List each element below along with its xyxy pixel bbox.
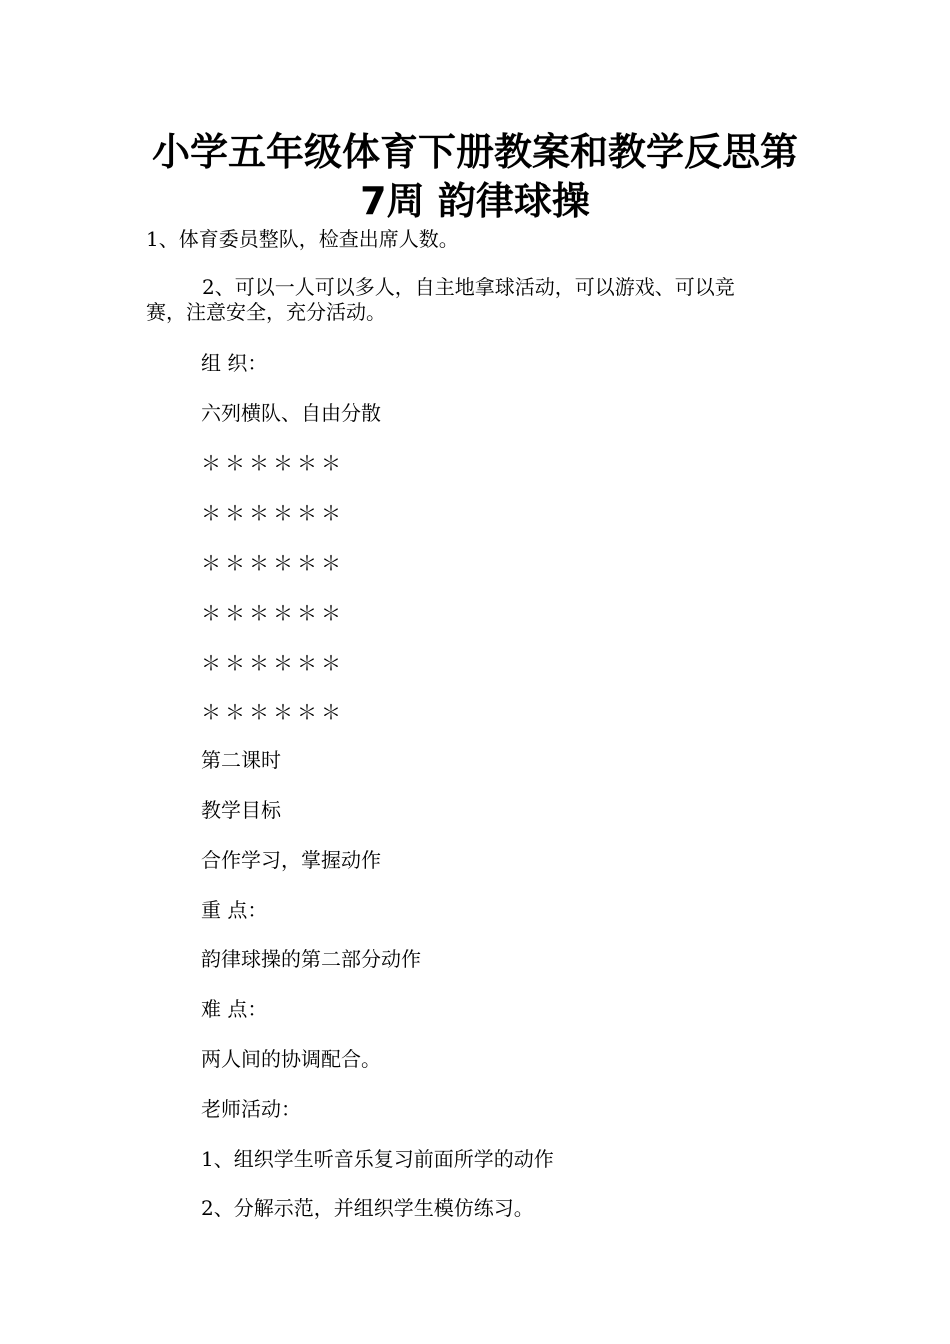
formation-row: ＊＊＊＊＊＊ bbox=[201, 501, 345, 525]
objective-text: 合作学习，掌握动作 bbox=[201, 848, 381, 872]
key-point-label: 重 点： bbox=[201, 898, 268, 922]
difficulty-text: 两人间的协调配合。 bbox=[201, 1047, 381, 1071]
formation-row: ＊＊＊＊＊＊ bbox=[201, 451, 345, 475]
formation-row: ＊＊＊＊＊＊ bbox=[201, 551, 345, 575]
key-point-text: 韵律球操的第二部分动作 bbox=[201, 947, 421, 971]
formation-row: ＊＊＊＊＊＊ bbox=[201, 601, 345, 625]
organization-label: 组 织： bbox=[201, 351, 268, 375]
item-2-line-1: 2、可以一人可以多人，自主地拿球活动，可以游戏、可以竞 bbox=[202, 275, 735, 299]
item-2-line-2: 赛，注意安全，充分活动。 bbox=[146, 300, 386, 324]
teacher-activity-label: 老师活动： bbox=[201, 1097, 301, 1121]
item-2-paragraph bbox=[146, 275, 806, 325]
objective-label: 教学目标 bbox=[201, 798, 281, 822]
teacher-step-1: 1、组织学生听音乐复习前面所学的动作 bbox=[201, 1147, 554, 1171]
formation-text: 六列横队、自由分散 bbox=[201, 401, 381, 425]
formation-row: ＊＊＊＊＊＊ bbox=[201, 700, 345, 724]
document-title-line-1: 小学五年级体育下册教案和教学反思第 bbox=[151, 130, 798, 174]
difficulty-label: 难 点： bbox=[201, 997, 268, 1021]
teacher-step-2: 2、分解示范，并组织学生模仿练习。 bbox=[201, 1196, 534, 1220]
formation-row: ＊＊＊＊＊＊ bbox=[201, 651, 345, 675]
lesson-heading: 第二课时 bbox=[201, 748, 281, 772]
item-1-text: 1、体育委员整队，检查出席人数。 bbox=[146, 227, 459, 251]
document-title-line-2: 7周 韵律球操 bbox=[360, 179, 590, 223]
